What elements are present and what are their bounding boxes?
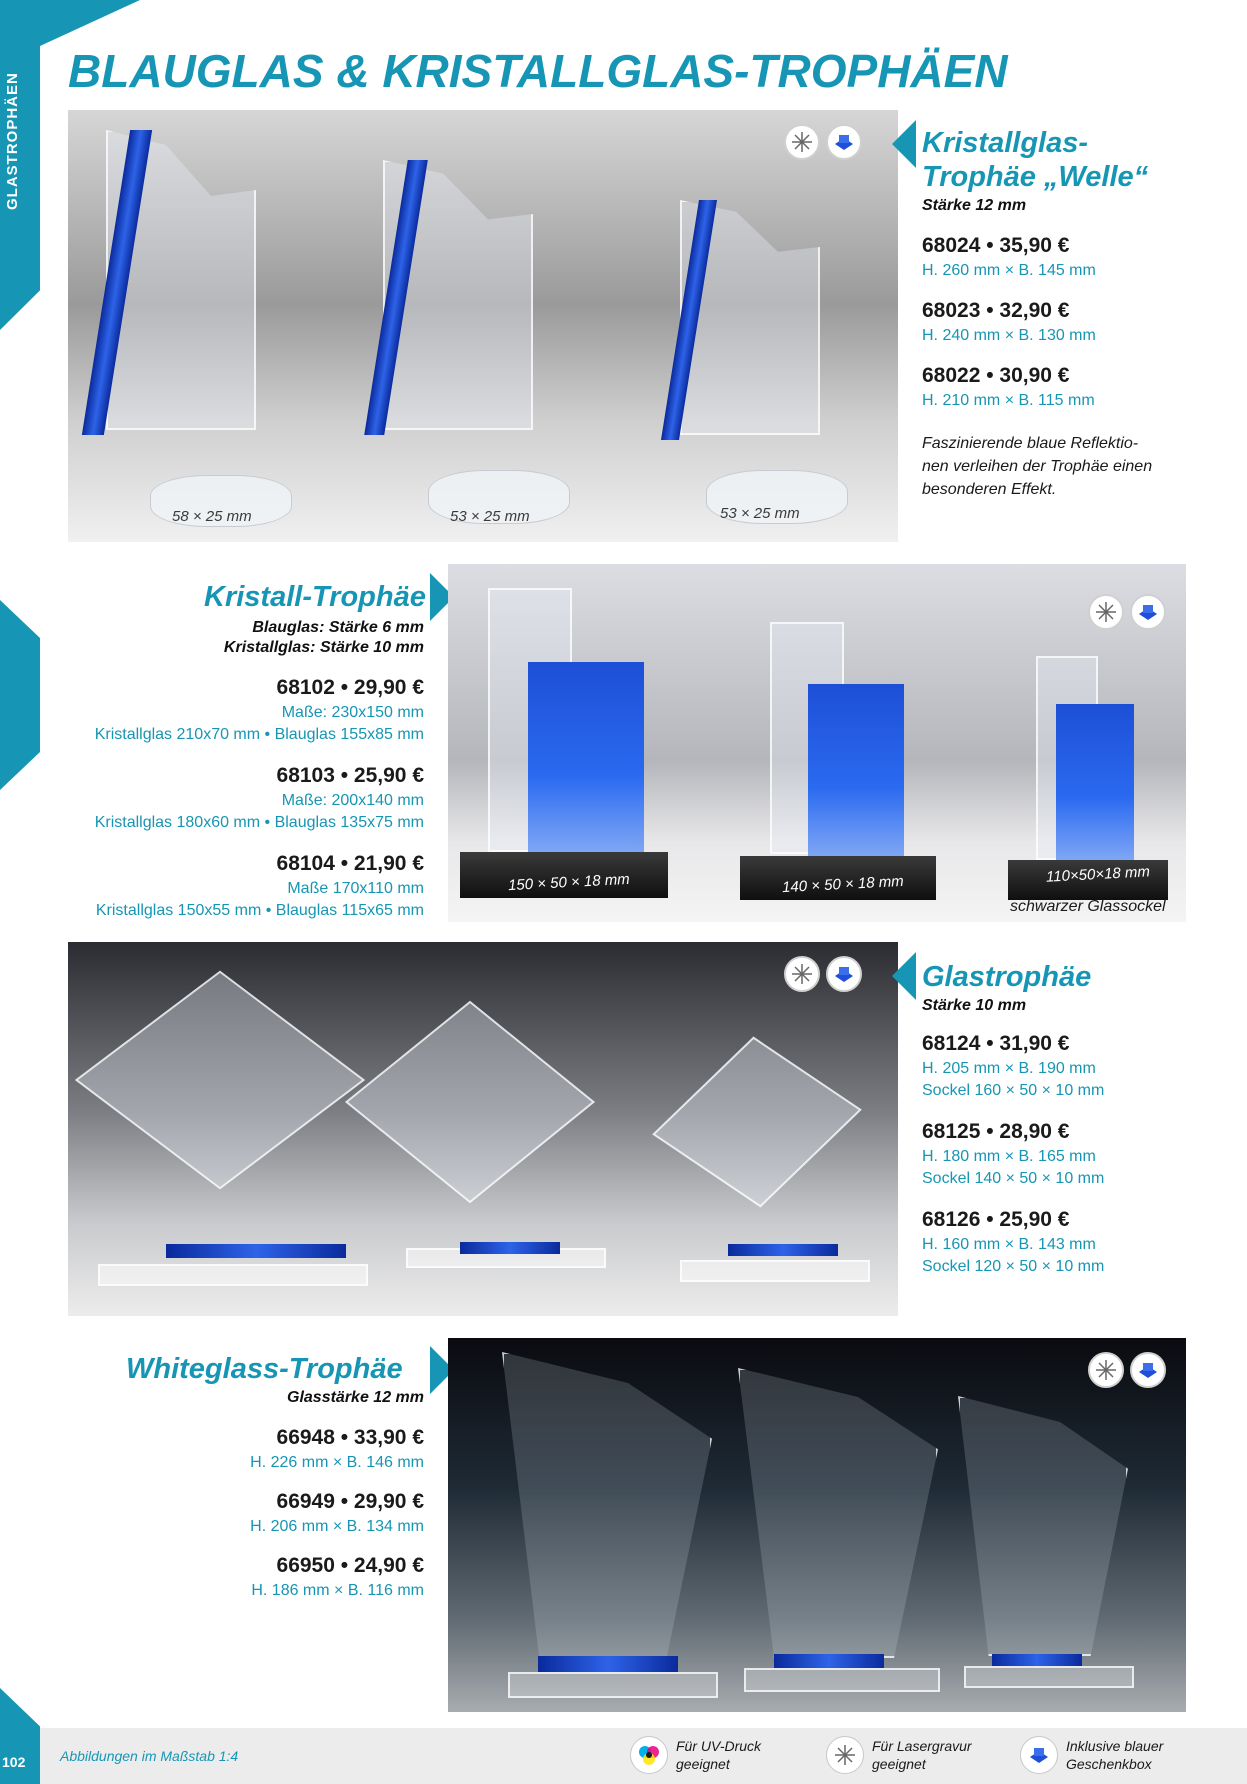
trophy-blue-socket: [992, 1654, 1082, 1666]
trophy-glass: [75, 971, 365, 1190]
product-price-68126: 68126 • 25,90 €: [922, 1208, 1070, 1231]
footer-bar: [40, 1728, 1247, 1784]
laser-engraving-icon: [1088, 1352, 1124, 1388]
page-number: 102: [2, 1754, 26, 1770]
photo-whiteglass-trophies: [448, 1338, 1186, 1712]
trophy-blue-socket: [728, 1244, 838, 1256]
description-line: nen verleihen der Trophäe einen: [922, 458, 1153, 475]
description-line: besonderen Effekt.: [922, 481, 1057, 498]
product-dimensions: H. 240 mm × B. 130 mm: [922, 327, 1096, 344]
product-price-68103: 68103 • 25,90 €: [276, 764, 424, 787]
footer-laser-line2: geeignet: [872, 1756, 926, 1772]
product-dimensions: H. 210 mm × B. 115 mm: [922, 392, 1095, 409]
base-dimension-label: 140 × 50 × 18 mm: [781, 872, 905, 897]
trophy-blue-socket: [538, 1656, 678, 1672]
base-dimension-label: 150 × 50 × 18 mm: [507, 870, 631, 895]
footer-laser-line1: Für Lasergravur: [872, 1738, 972, 1754]
product-dimensions: Maße: 230x150 mm: [281, 704, 424, 721]
section-title-kristall: Kristall-Trophäe: [204, 581, 426, 613]
footer-box-line1: Inklusive blauer: [1066, 1738, 1164, 1754]
trophy-blue-socket: [166, 1244, 346, 1258]
laser-engraving-icon: [826, 1736, 864, 1774]
product-socket-dimensions: Sockel 140 × 50 × 10 mm: [922, 1170, 1105, 1187]
trophy-glass: [652, 1037, 862, 1208]
trophy-glass: [738, 1368, 938, 1658]
footer-scale-note: Abbildungen im Maßstab 1:4: [60, 1748, 239, 1764]
trophy-blue-panel: [1056, 704, 1134, 860]
trophy-glass: [958, 1396, 1128, 1656]
gift-box-icon: [1020, 1736, 1058, 1774]
product-price-68024: 68024 • 35,90 €: [922, 234, 1070, 257]
trophy-base: [98, 1264, 368, 1286]
product-material-dimensions: Kristallglas 150x55 mm • Blauglas 115x65 mm: [95, 902, 424, 919]
section-title-glas: Glastrophäe: [922, 961, 1092, 993]
product-description: [922, 432, 1152, 501]
trophy-glass: [502, 1352, 712, 1662]
uv-print-icon: [630, 1736, 668, 1774]
footer-uv-print: [630, 1736, 761, 1774]
photo-welle-trophies: [68, 110, 898, 542]
product-dimensions: H. 260 mm × B. 145 mm: [922, 262, 1096, 279]
description-line: Faszinierende blaue Reflektio-: [922, 435, 1139, 452]
trophy-base: [744, 1668, 940, 1692]
trophy-base: [508, 1672, 718, 1698]
product-dimensions: H. 206 mm × B. 134 mm: [250, 1518, 424, 1535]
section-title-welle-line1: Kristallglas-: [922, 127, 1088, 159]
photo-glas-trophies: [68, 942, 898, 1316]
side-tab-middle: [0, 600, 40, 790]
product-price-68023: 68023 • 32,90 €: [922, 299, 1070, 322]
base-dimension-label: 53 × 25 mm: [720, 505, 800, 522]
corner-decoration: [40, 0, 140, 46]
footer-laser: [826, 1736, 972, 1774]
photo-kristall-trophies: [448, 564, 1186, 922]
section-arrow: [892, 120, 916, 168]
product-dimensions: Maße: 200x140 mm: [281, 792, 424, 809]
product-price-68022: 68022 • 30,90 €: [922, 364, 1070, 387]
product-material-dimensions: Kristallglas 180x60 mm • Blauglas 135x75 mm: [94, 814, 424, 831]
section-subtitle-kristall-1: Blauglas: Stärke 6 mm: [252, 619, 424, 636]
footer-uv-line1: Für UV-Druck: [676, 1738, 762, 1754]
gift-box-icon: [1130, 594, 1166, 630]
product-price-68104: 68104 • 21,90 €: [276, 852, 424, 875]
product-dimensions: H. 160 mm × B. 143 mm: [922, 1236, 1096, 1253]
product-price-68125: 68125 • 28,90 €: [922, 1120, 1070, 1143]
trophy-base: [964, 1666, 1134, 1688]
product-socket-dimensions: Sockel 120 × 50 × 10 mm: [922, 1258, 1105, 1275]
product-price-68124: 68124 • 31,90 €: [922, 1032, 1070, 1055]
product-price-66949: 66949 • 29,90 €: [276, 1490, 424, 1513]
gift-box-icon: [826, 124, 862, 160]
base-dimension-label: 53 × 25 mm: [450, 508, 530, 525]
product-price-68102: 68102 • 29,90 €: [276, 676, 424, 699]
product-dimensions: H. 226 mm × B. 146 mm: [250, 1454, 424, 1471]
laser-engraving-icon: [1088, 594, 1124, 630]
page-title: BLAUGLAS & KRISTALLGLAS-TROPHÄEN: [68, 45, 1008, 97]
base-caption: schwarzer Glassockel: [1010, 898, 1166, 915]
trophy-blue-panel: [528, 662, 644, 852]
side-category-label: [4, 180, 21, 210]
product-dimensions: Maße 170x110 mm: [287, 880, 424, 897]
laser-engraving-icon: [784, 124, 820, 160]
section-subtitle-kristall-2: Kristallglas: Stärke 10 mm: [223, 639, 424, 656]
product-price-66950: 66950 • 24,90 €: [276, 1554, 424, 1577]
section-subtitle-white: Glasstärke 12 mm: [287, 1389, 424, 1406]
trophy-blue-socket: [460, 1242, 560, 1254]
product-price-66948: 66948 • 33,90 €: [276, 1426, 424, 1449]
product-socket-dimensions: Sockel 160 × 50 × 10 mm: [922, 1082, 1105, 1099]
gift-box-icon: [826, 956, 862, 992]
section-title-white: Whiteglass-Trophäe: [126, 1353, 403, 1385]
product-dimensions: H. 205 mm × B. 190 mm: [922, 1060, 1096, 1077]
footer-uv-line2: geeignet: [676, 1756, 730, 1772]
section-arrow: [892, 952, 916, 1000]
laser-engraving-icon: [784, 956, 820, 992]
product-material-dimensions: Kristallglas 210x70 mm • Blauglas 155x85 mm: [94, 726, 424, 743]
product-dimensions: H. 186 mm × B. 116 mm: [251, 1582, 424, 1599]
trophy-glass: [345, 1001, 595, 1203]
gift-box-icon: [1130, 1352, 1166, 1388]
trophy-blue-socket: [774, 1654, 884, 1668]
trophy-blue-panel: [808, 684, 904, 856]
footer-box-line2: Geschenkbox: [1066, 1756, 1152, 1772]
base-dimension-label: 58 × 25 mm: [172, 508, 252, 525]
section-subtitle-glas: Stärke 10 mm: [922, 997, 1027, 1014]
base-dimension-label: 110×50×18 mm: [1045, 863, 1151, 886]
trophy-base: [680, 1260, 870, 1282]
product-dimensions: H. 180 mm × B. 165 mm: [922, 1148, 1096, 1165]
section-subtitle-welle: Stärke 12 mm: [922, 197, 1027, 214]
footer-gift-box: [1020, 1736, 1163, 1774]
section-title-welle-line2: Trophäe „Welle“: [922, 161, 1149, 193]
